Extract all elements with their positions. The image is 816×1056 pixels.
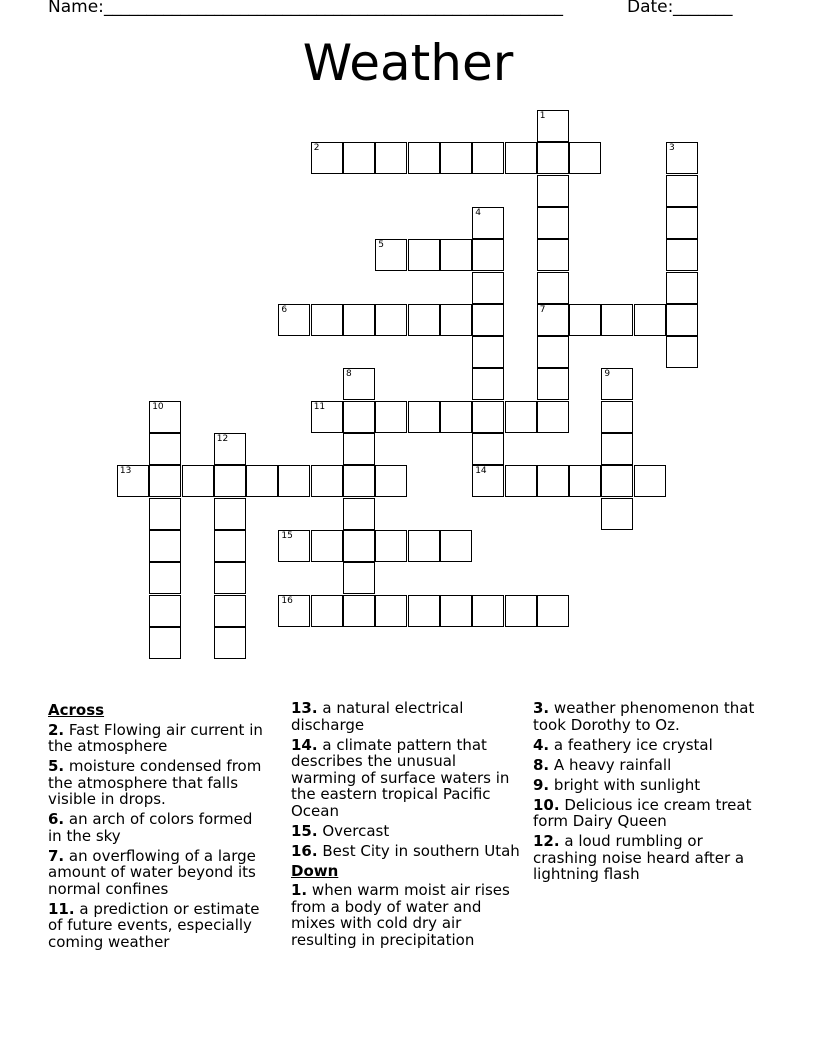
grid-cell[interactable]: [149, 433, 181, 465]
grid-cell[interactable]: [343, 562, 375, 594]
clue-across-15: 15. Overcast: [291, 821, 390, 840]
grid-cell[interactable]: [117, 465, 149, 497]
grid-cell[interactable]: [472, 401, 504, 433]
grid-cell[interactable]: [182, 465, 214, 497]
grid-cell[interactable]: [278, 304, 310, 336]
clue-down-12: 12. a loud rumbling or crashing noise heard after a lightning flash: [533, 832, 745, 883]
puzzle-title: Weather: [302, 34, 514, 92]
clue-number: 7: [539, 304, 546, 315]
clue-down-3: 3. weather phenomenon that took Dorothy to Oz.: [533, 699, 755, 734]
grid-cell[interactable]: [472, 433, 504, 465]
grid-cell[interactable]: [537, 239, 569, 271]
grid-cell[interactable]: [311, 401, 343, 433]
clue-number: 13: [119, 466, 132, 477]
grid-cell[interactable]: [569, 142, 601, 174]
grid-cell[interactable]: [408, 239, 440, 271]
grid-cell[interactable]: [666, 239, 698, 271]
grid-cell[interactable]: [440, 530, 472, 562]
grid-cell[interactable]: [666, 336, 698, 368]
grid-cell[interactable]: [343, 595, 375, 627]
grid-cell[interactable]: [343, 498, 375, 530]
grid-cell[interactable]: [505, 465, 537, 497]
grid-cell[interactable]: [601, 465, 633, 497]
grid-cell[interactable]: [375, 401, 407, 433]
grid-cell[interactable]: [149, 595, 181, 627]
grid-cell[interactable]: [278, 530, 310, 562]
grid-cell[interactable]: [149, 530, 181, 562]
clue-column-3: [533, 700, 765, 886]
grid-cell[interactable]: [311, 304, 343, 336]
clue-number: 5: [378, 240, 385, 251]
grid-cell[interactable]: [408, 401, 440, 433]
clue-number: 4: [475, 207, 481, 218]
grid-cell[interactable]: [375, 595, 407, 627]
grid-cell[interactable]: [343, 304, 375, 336]
grid-cell[interactable]: [149, 627, 181, 659]
grid-cell[interactable]: [472, 368, 504, 400]
grid-cell[interactable]: [214, 627, 246, 659]
grid-cell[interactable]: [440, 595, 472, 627]
grid-cell[interactable]: [343, 433, 375, 465]
grid-cell[interactable]: [278, 465, 310, 497]
grid-cell[interactable]: [537, 304, 569, 336]
clue-down-9: 9. bright with sunlight: [533, 775, 701, 794]
grid-cell[interactable]: [666, 304, 698, 336]
clue-number: 2: [313, 143, 320, 154]
grid-cell[interactable]: [472, 595, 504, 627]
grid-cell[interactable]: [666, 175, 698, 207]
grid-cell[interactable]: [343, 465, 375, 497]
grid-cell[interactable]: [634, 304, 666, 336]
date-label: Date:: [627, 0, 674, 17]
grid-cell[interactable]: [214, 465, 246, 497]
grid-cell[interactable]: [537, 207, 569, 239]
grid-cell[interactable]: [311, 465, 343, 497]
grid-cell[interactable]: [375, 239, 407, 271]
grid-cell[interactable]: [666, 272, 698, 304]
grid-cell[interactable]: [214, 595, 246, 627]
clue-number: 9: [604, 369, 611, 380]
grid-cell[interactable]: [472, 239, 504, 271]
clue-number: 6: [281, 304, 288, 315]
clue-number: 1: [539, 111, 546, 121]
grid-cell[interactable]: [375, 142, 407, 174]
grid-cell[interactable]: [408, 304, 440, 336]
grid-cell[interactable]: [601, 498, 633, 530]
grid-cell[interactable]: [537, 336, 569, 368]
grid-cell[interactable]: [408, 595, 440, 627]
grid-cell[interactable]: [440, 304, 472, 336]
clue-across-13: 13. a natural electrical discharge: [291, 699, 464, 734]
grid-cell[interactable]: [666, 142, 698, 174]
clue-column-1: [48, 700, 270, 954]
clue-number: 8: [346, 369, 352, 380]
name-label: Name:: [48, 0, 104, 17]
grid-cell[interactable]: [537, 175, 569, 207]
grid-cell[interactable]: [601, 368, 633, 400]
grid-cell[interactable]: [472, 465, 504, 497]
grid-cell[interactable]: [537, 110, 569, 142]
clue-number: 14: [475, 466, 487, 477]
grid-cell[interactable]: [343, 368, 375, 400]
grid-cell[interactable]: [537, 142, 569, 174]
grid-cell[interactable]: [440, 401, 472, 433]
grid-cell[interactable]: [149, 465, 181, 497]
down-heading: Down: [291, 861, 339, 880]
clue-down-8: 8. A heavy rainfall: [533, 755, 672, 774]
clue-across-11: 11. a prediction or estimate of future events, especially coming weather: [48, 899, 260, 951]
grid-cell[interactable]: [666, 207, 698, 239]
grid-cell[interactable]: [537, 272, 569, 304]
grid-cell[interactable]: [601, 304, 633, 336]
grid-cell[interactable]: [537, 465, 569, 497]
grid-cell[interactable]: [375, 530, 407, 562]
grid-cell[interactable]: [214, 562, 246, 594]
clue-across-7: 7. an overflowing of a large amount of water beyond its normal confines: [48, 846, 256, 898]
grid-cell[interactable]: [408, 530, 440, 562]
clue-number: 15: [281, 530, 293, 541]
clue-number: 10: [152, 401, 164, 412]
grid-cell[interactable]: [214, 433, 246, 465]
grid-cell[interactable]: [601, 433, 633, 465]
grid-cell[interactable]: [537, 368, 569, 400]
clue-down-4: 4. a feathery ice crystal: [533, 735, 713, 754]
grid-cell[interactable]: [472, 142, 504, 174]
grid-cell[interactable]: [149, 562, 181, 594]
grid-cell[interactable]: [537, 595, 569, 627]
grid-cell[interactable]: [149, 498, 181, 530]
name-blank-line: ______________________________________________________: [104, 0, 563, 17]
grid-cell[interactable]: [375, 465, 407, 497]
grid-cell[interactable]: [537, 401, 569, 433]
grid-cell[interactable]: [601, 401, 633, 433]
grid-cell[interactable]: [375, 304, 407, 336]
clue-across-16: 16. Best City in southern Utah: [291, 841, 520, 860]
clue-across-2: 2. Fast Flowing air current in the atmosphere: [48, 720, 263, 755]
clue-across-14: 14. a climate pattern that describes the unusual warming of surface waters in the eastern tropical Pacific Ocean: [291, 735, 510, 820]
grid-cell[interactable]: [343, 401, 375, 433]
grid-cell[interactable]: [472, 272, 504, 304]
clue-across-6: 6. an arch of colors formed in the sky: [48, 810, 253, 845]
clue-column-2: [291, 700, 523, 952]
grid-cell[interactable]: [311, 530, 343, 562]
grid-cell[interactable]: [311, 595, 343, 627]
grid-cell[interactable]: [440, 239, 472, 271]
clue-number: 11: [313, 401, 326, 412]
grid-cell[interactable]: [569, 304, 601, 336]
grid-cell[interactable]: [214, 530, 246, 562]
grid-cell[interactable]: [343, 530, 375, 562]
grid-cell[interactable]: [278, 595, 310, 627]
grid-cell[interactable]: [505, 401, 537, 433]
grid-cell[interactable]: [149, 401, 181, 433]
grid-cell[interactable]: [472, 336, 504, 368]
grid-cell[interactable]: [311, 142, 343, 174]
grid-cell[interactable]: [505, 142, 537, 174]
grid-cell[interactable]: [408, 142, 440, 174]
clue-number: 12: [216, 434, 229, 444]
grid-cell[interactable]: [343, 142, 375, 174]
clue-down-1: 1. when warm moist air rises from a body of water and mixes with cold dry air resulting in precipitation: [291, 881, 510, 949]
grid-cell[interactable]: [569, 465, 601, 497]
grid-cell[interactable]: [634, 465, 666, 497]
clue-number: 3: [669, 143, 675, 154]
grid-cell[interactable]: [214, 498, 246, 530]
grid-cell[interactable]: [505, 595, 537, 627]
clue-number: 16: [281, 595, 293, 606]
grid-cell[interactable]: [246, 465, 278, 497]
clue-down-10: 10. Delicious ice cream treat form Dairy Queen: [533, 795, 752, 830]
grid-cell[interactable]: [440, 142, 472, 174]
date-blank-line: _______: [673, 0, 733, 17]
across-heading: Across: [48, 701, 105, 719]
grid-cell[interactable]: [472, 207, 504, 239]
clue-across-5: 5. moisture condensed from the atmosphere that falls visible in drops.: [48, 757, 262, 808]
grid-cell[interactable]: [472, 304, 504, 336]
